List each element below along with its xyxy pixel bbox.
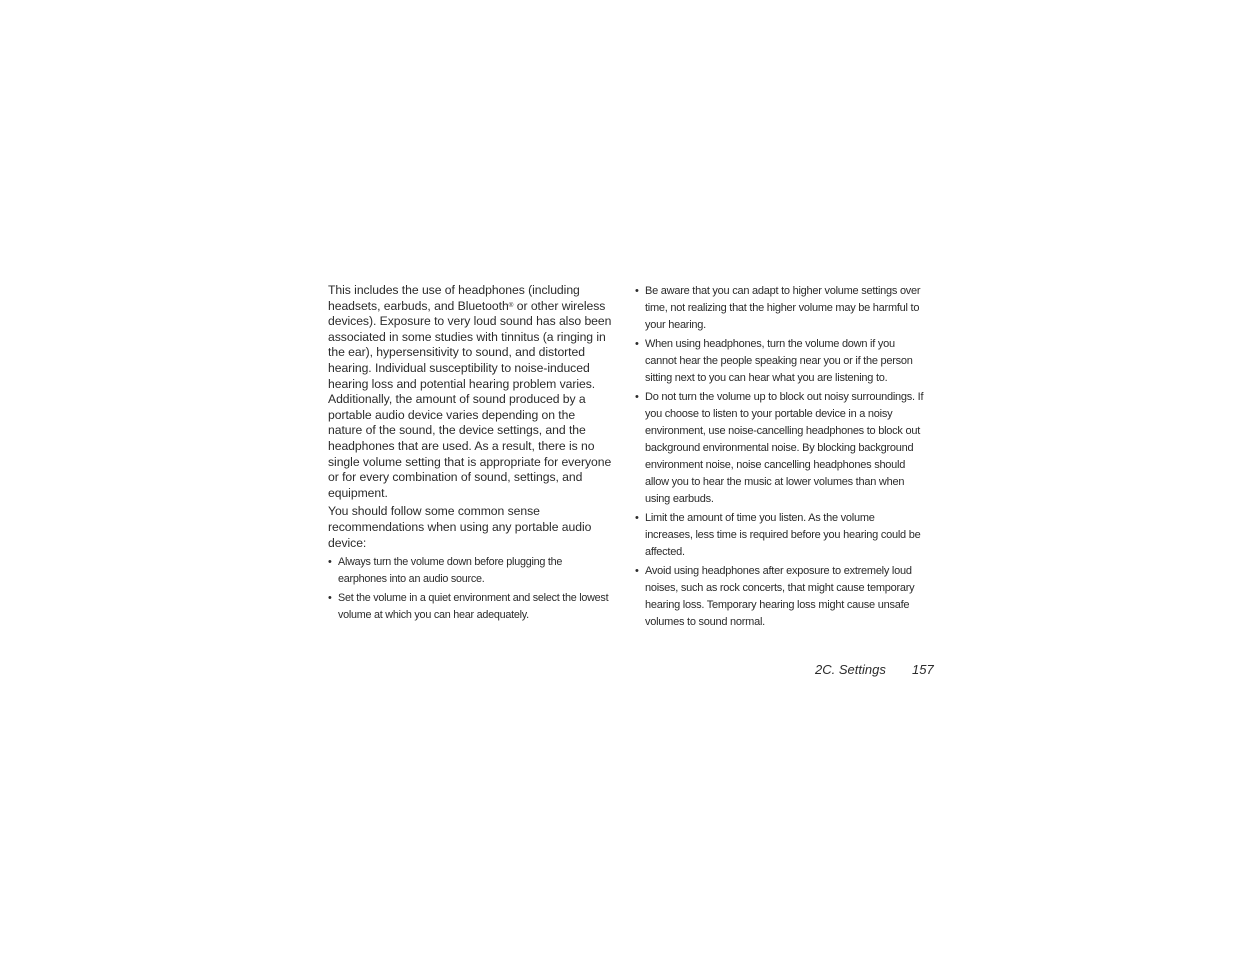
list-item xyxy=(635,389,925,508)
list-item xyxy=(328,590,612,624)
bullet-icon: • xyxy=(635,285,639,297)
intro-text-part2: or other wireless devices). Exposure to very loud sound has also been associated in some studies with tinnitus (a ringing in the ear), hypersensitivity to sound, and distorted hearing. Individual susceptibility to noise-induced hearing loss and potential hearing problem varies. Additionally, the amount of sound produced by a portable audio device varies depending on the nature of the sound, the device settings, and the headphones that are used. As a result, there is no single volume setting that is appropriate for everyone or for every combination of sound, settings, and equipment. xyxy=(328,298,612,500)
list-item-text: When using headphones, turn the volume down if you cannot hear the people speaking near you or if the person sitting next to you can hear what you are listening to. xyxy=(645,338,913,384)
list-item xyxy=(328,554,612,588)
list-item-text: Do not turn the volume up to block out noisy surroundings. If you choose to listen to your portable device in a noisy environment, use noise-cancelling headphones to block out background environmental noise. By blocking background environment noise, noise cancelling headphones should allow you to hear the music at lower volumes than when using earbuds. xyxy=(645,391,924,505)
right-column xyxy=(635,283,925,633)
list-item xyxy=(635,563,925,631)
recommendations-paragraph: You should follow some common sense recommendations when using any portable audio device: xyxy=(328,504,592,550)
bullet-icon: • xyxy=(635,338,639,350)
list-item xyxy=(635,336,925,387)
list-item-text: Always turn the volume down before plugging the earphones into an audio source. xyxy=(338,556,563,586)
intro-text-part1: This includes the use of headphones (including headsets, earbuds, and Bluetooth xyxy=(328,283,580,313)
registered-mark: ® xyxy=(508,301,514,309)
left-bullet-list xyxy=(328,554,612,624)
right-bullet-list xyxy=(635,283,925,631)
bullet-icon: • xyxy=(328,592,332,605)
list-item-text: Limit the amount of time you listen. As the volume increases, less time is required before you hearing could be affected. xyxy=(645,512,921,558)
bullet-icon: • xyxy=(635,565,639,577)
list-item-text: Be aware that you can adapt to higher volume settings over time, not realizing that the higher volume may be harmful to your hearing. xyxy=(645,285,921,331)
list-item xyxy=(635,510,925,561)
bullet-icon: • xyxy=(328,556,332,569)
list-item-text: Set the volume in a quiet environment and select the lowest volume at which you can hear adequately. xyxy=(338,592,609,622)
left-column xyxy=(328,283,612,626)
list-item-text: Avoid using headphones after exposure to extremely loud noises, such as rock concerts, that might cause temporary hearing loss. Temporary hearing loss might cause unsafe volumes to sound normal. xyxy=(645,565,915,628)
footer-section-title: 2C. Settings xyxy=(815,662,886,677)
intro-paragraph xyxy=(328,283,612,501)
bullet-icon: • xyxy=(635,512,639,524)
page-number: 157 xyxy=(912,662,934,677)
bullet-icon: • xyxy=(635,391,639,403)
list-item xyxy=(635,283,925,334)
